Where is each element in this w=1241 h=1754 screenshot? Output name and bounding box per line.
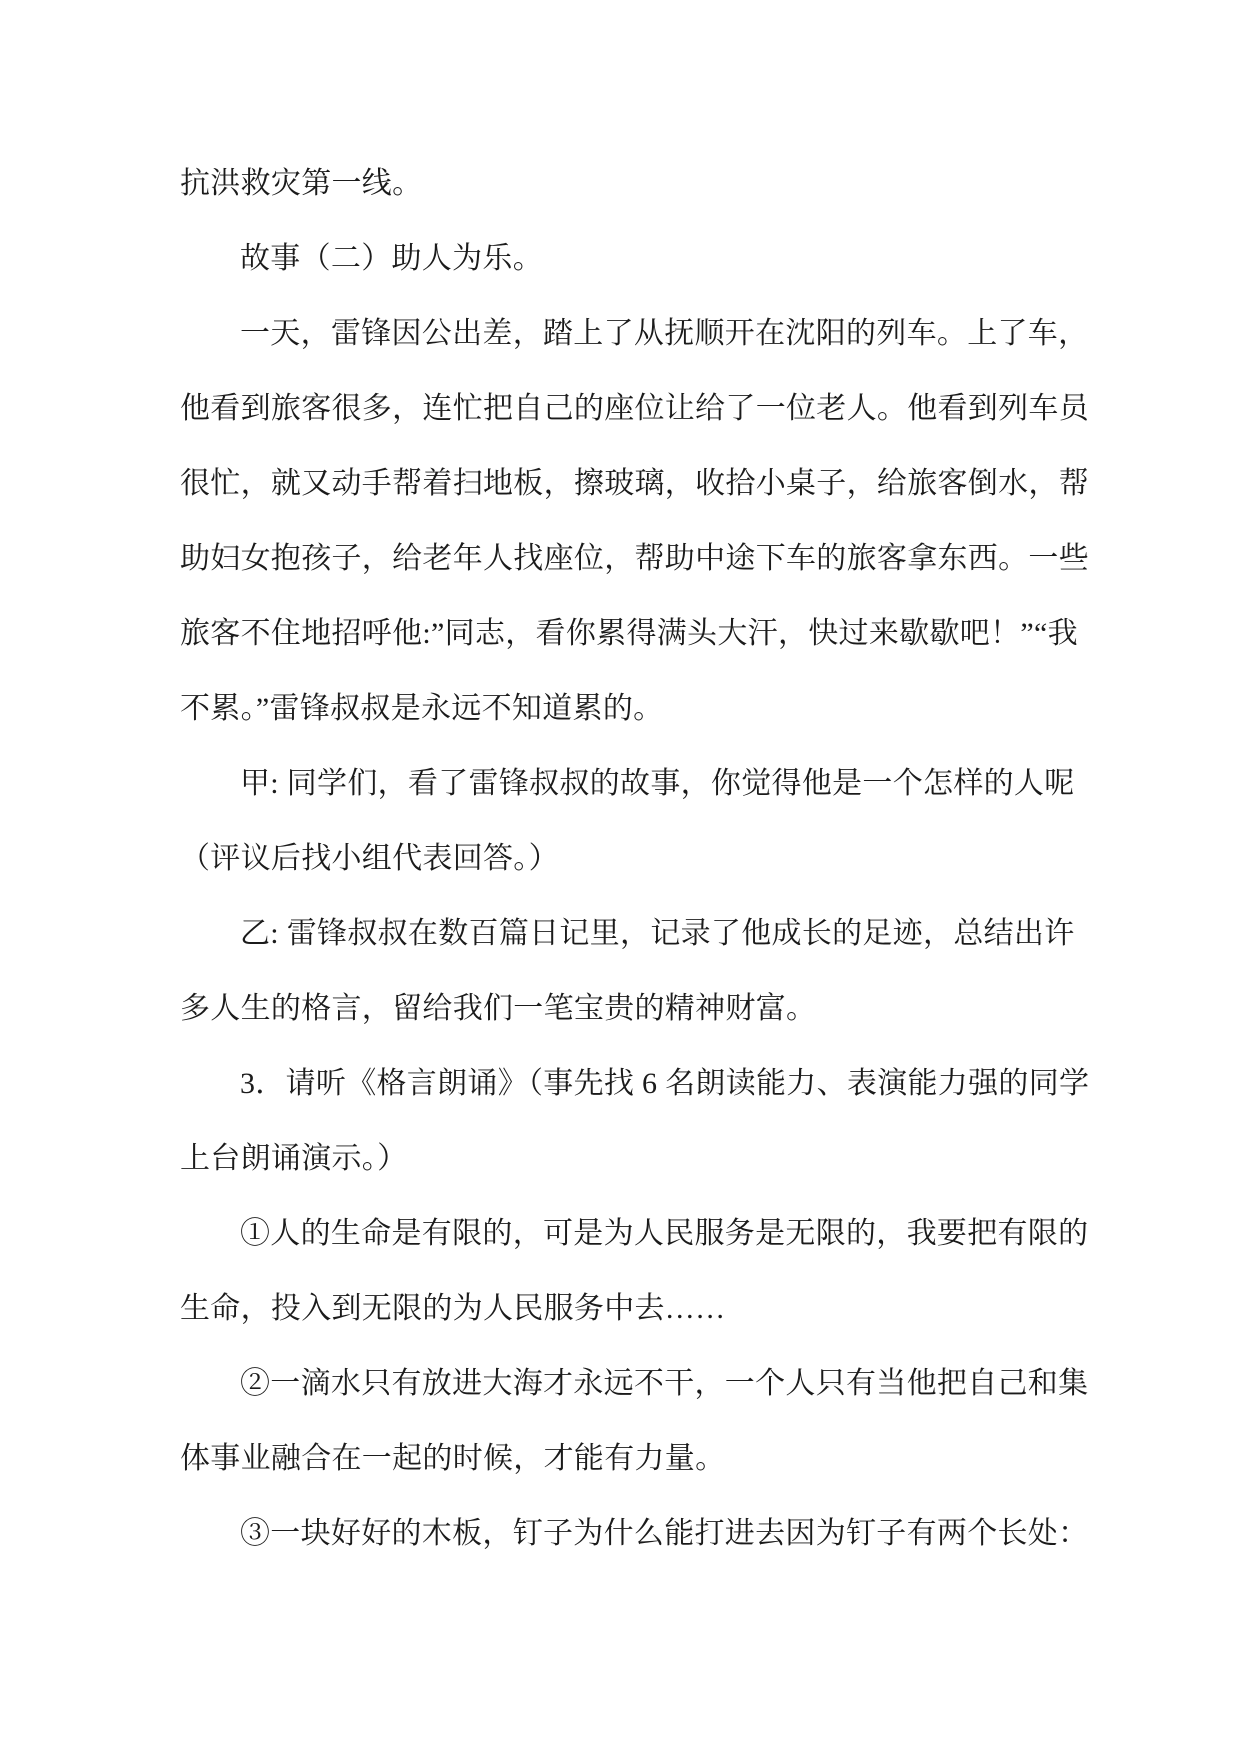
text-line: （评议后找小组代表回答。） [180,842,559,875]
document-body [180,146,1090,1571]
text-line: 一天，雷锋因公出差，踏上了从抚顺开在沈阳的列车。上了车， [240,317,1089,350]
text-line: 多人生的格言，留给我们一笔宝贵的精神财富。 [180,992,817,1025]
text-line: 上台朗诵演示。） [180,1142,408,1175]
text-line: 他看到旅客很多，连忙把自己的座位让给了一位老人。他看到列车员 [180,392,1089,425]
text-line: 生命，投入到无限的为人民服务中去…… [180,1292,726,1325]
text-line: 不累。”雷锋叔叔是永远不知道累的。 [180,692,664,725]
text-line: 助妇女抱孩子，给老年人找座位，帮助中途下车的旅客拿东西。一些 [180,542,1089,575]
text-line: 甲: 同学们，看了雷锋叔叔的故事，你觉得他是一个怎样的人呢 [240,767,1075,800]
text-line: ③一块好好的木板，钉子为什么能打进去因为钉子有两个长处： [240,1517,1089,1550]
text-line: ②一滴水只有放进大海才永远不干，一个人只有当他把自己和集 [240,1367,1089,1400]
text-line: 很忙，就又动手帮着扫地板，擦玻璃，收拾小桌子，给旅客倒水，帮 [180,467,1089,500]
text-line: 抗洪救灾第一线。 [180,167,423,200]
text-line: 旅客不住地招呼他:”同志，看你累得满头大汗，快过来歇歇吧！”“我 [180,617,1078,650]
text-line: 体事业融合在一起的时候，才能有力量。 [180,1442,726,1475]
text-line: 故事（二）助人为乐。 [240,242,543,275]
text-line: 乙: 雷锋叔叔在数百篇日记里，记录了他成长的足迹，总结出许 [240,917,1075,950]
text-line: 3．请听《格言朗诵》（事先找 6 名朗读能力、表演能力强的同学 [240,1067,1090,1100]
text-line: ①人的生命是有限的，可是为人民服务是无限的，我要把有限的 [240,1217,1089,1250]
